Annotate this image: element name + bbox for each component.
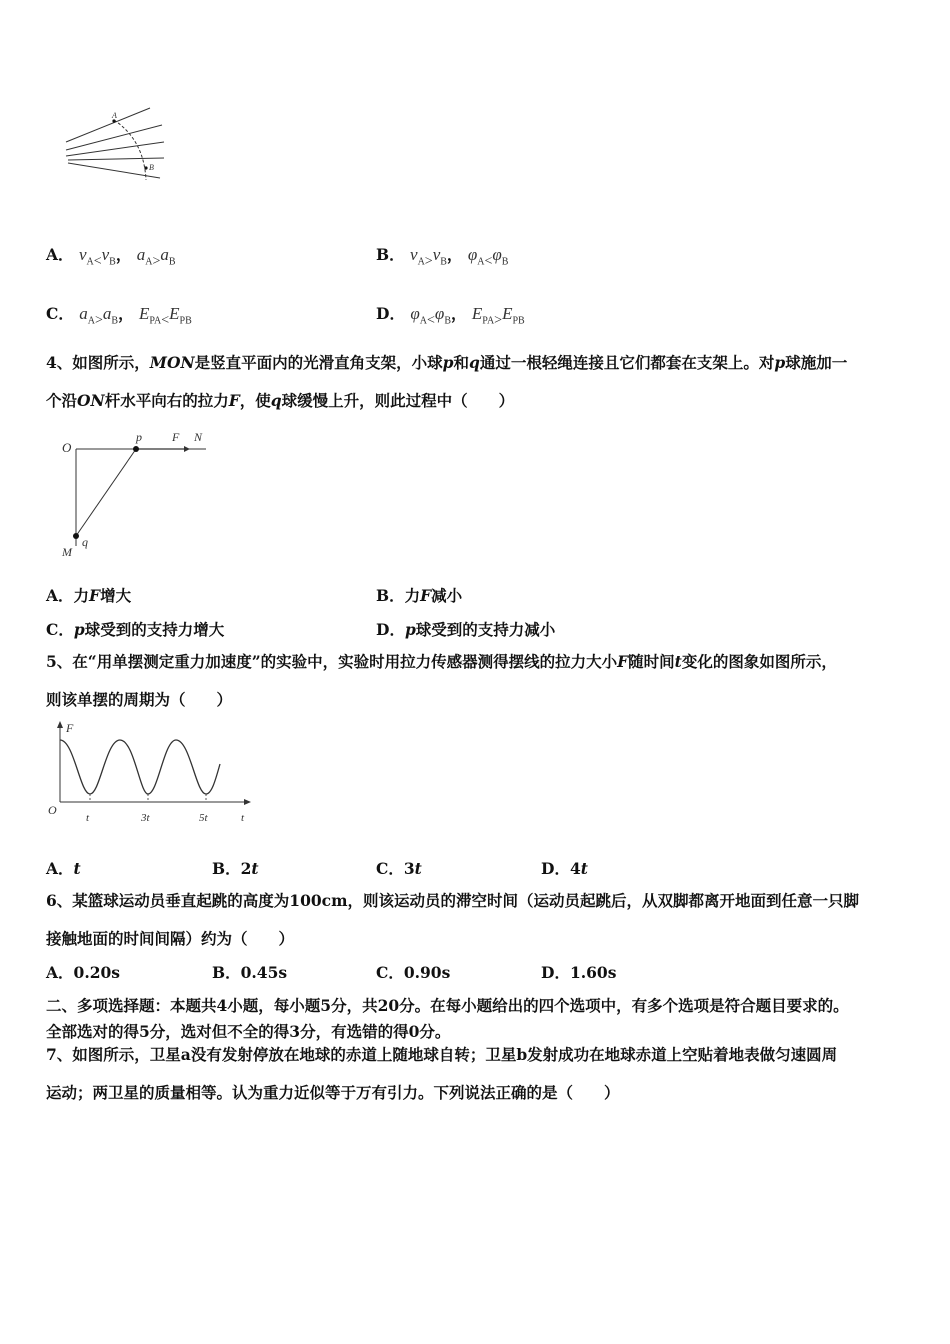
point-b	[144, 166, 147, 169]
q5-option-c[interactable]: C．3t	[376, 859, 422, 878]
label-o: O	[62, 440, 72, 455]
q6-option-c[interactable]: C．0.90s	[376, 963, 451, 982]
q3-option-a[interactable]: A． $v_{A<}v_B$， $a_{A>}a_B$	[46, 245, 176, 269]
q6-option-b[interactable]: B．0.45s	[212, 963, 288, 982]
q5-option-b[interactable]: B．2t	[212, 859, 259, 878]
rope	[76, 449, 136, 536]
q5-graph-figure	[44, 718, 254, 830]
label-t3: 3t	[141, 812, 150, 824]
q4-option-d[interactable]: D．p球受到的支持力减小	[376, 620, 556, 639]
label-p: p	[136, 430, 142, 444]
q3-option-b[interactable]: B． $v_{A>}v_B$， $\varphi_{A<}\varphi_B$	[376, 245, 509, 269]
field-line-2	[66, 125, 162, 150]
label-o: O	[48, 803, 57, 817]
label-q: q	[82, 535, 88, 549]
q5-option-a[interactable]: A．t	[46, 859, 81, 878]
force-curve	[60, 740, 220, 794]
field-line-1	[66, 108, 150, 142]
ball-p	[133, 446, 139, 452]
q6-stem: 6、某篮球运动员垂直起跳的高度为100cm，则该运动员的滞空时间（运动员起跳后，从双脚都离开地面到任意一只脚 接触地面的时间间隔）约为（ ）	[46, 891, 859, 948]
label-t-axis: t	[241, 812, 245, 824]
q4-option-c[interactable]: C．p球受到的支持力增大	[46, 620, 225, 639]
label-f: F	[66, 721, 74, 735]
label-n: N	[194, 430, 203, 444]
label-t1: t	[86, 812, 90, 824]
ball-q	[73, 533, 79, 539]
y-axis-arrow	[57, 721, 63, 728]
field-line-3	[66, 142, 164, 156]
label-a: A	[112, 111, 117, 120]
q6-option-a[interactable]: A．0.20s	[46, 963, 121, 982]
q4-frame-figure	[56, 426, 216, 561]
x-axis-arrow	[244, 799, 251, 805]
q3-option-c[interactable]: C． $a_{A>}a_B$， $E_{PA<}E_{PB}$	[46, 304, 192, 328]
label-m: M	[62, 545, 72, 559]
q3-option-d[interactable]: D． $\varphi_{A<}\varphi_B$， $E_{PA>}E_{PB}$	[376, 304, 525, 328]
q4-stem: 4、如图所示，MON是竖直平面内的光滑直角支架，小球p和q通过一根轻绳连接且它们都套在支架上。对p球施加一 个沿ON杆水平向右的拉力F，使q球缓慢上升，则此过程中（ ）	[46, 353, 848, 410]
q5-stem: 5、在“用单摆测定重力加速度”的实验中，实验时用拉力传感器测得摆线的拉力大小F随时间t变化的图象如图所示， 则该单摆的周期为（ ）	[46, 652, 837, 709]
q3-field-figure	[60, 100, 170, 190]
q4-option-b[interactable]: B．力F减小	[376, 586, 463, 605]
q7-stem: 7、如图所示，卫星a没有发射停放在地球的赤道上随地球自转；卫星b发射成功在地球赤道上空贴着地表做匀速圆周 运动；两卫星的质量相等。认为重力近似等于万有引力。下列说法正确的是（ ）	[46, 1045, 838, 1102]
label-t5: 5t	[199, 812, 208, 824]
q6-option-d[interactable]: D．1.60s	[541, 963, 617, 982]
q5-option-d[interactable]: D．4t	[541, 859, 588, 878]
arrow-head	[184, 446, 190, 452]
section2-header: 二、多项选择题：本题共4小题，每小题5分，共20分。在每小题给出的四个选项中，有多个选项是符合题目要求的。 全部选对的得5分，选对但不全的得3分，有选错的得0分。	[46, 996, 849, 1041]
q4-option-a[interactable]: A．力F增大	[46, 586, 132, 605]
label-f: F	[172, 430, 180, 444]
field-line-4	[68, 158, 164, 160]
label-b: B	[149, 163, 154, 172]
